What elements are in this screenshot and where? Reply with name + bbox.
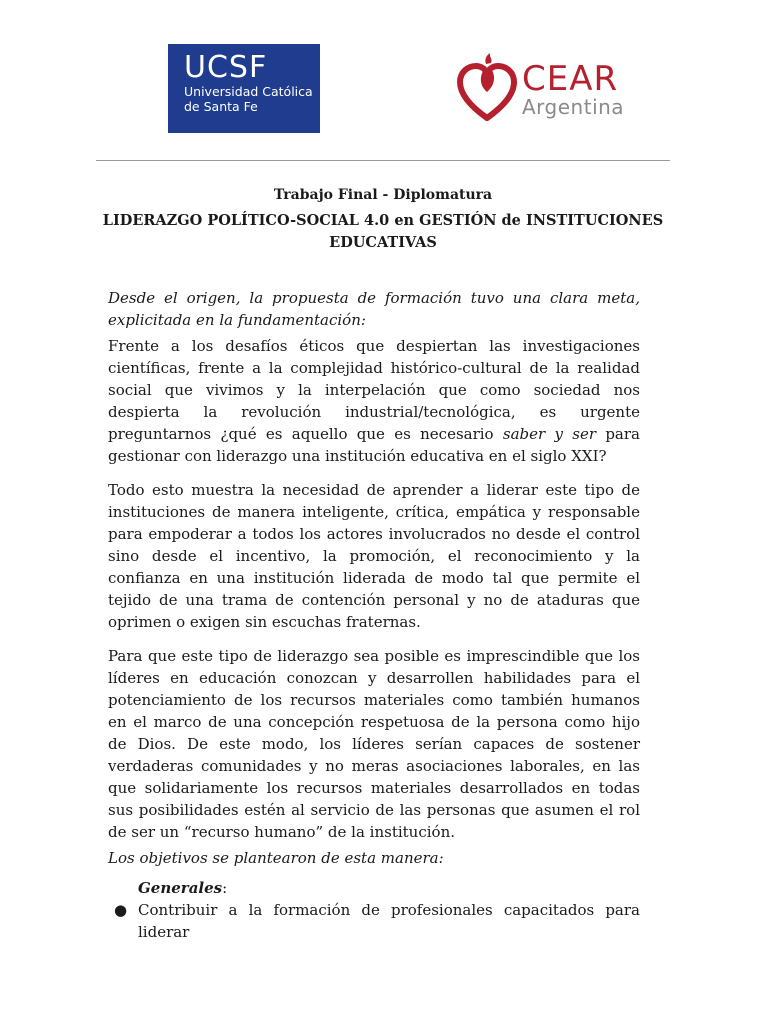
intro-paragraph: Desde el origen, la propuesta de formación tuvo una clara meta, explicitada en la fundamentación: (108, 289, 640, 329)
list-item (108, 899, 640, 943)
ucsf-logo-acronym: UCSF (184, 50, 268, 85)
paragraph-1-after: para gestionar con liderazgo una institución educativa en el siglo XXI? (108, 425, 640, 465)
bullet-icon: ● (114, 901, 128, 919)
paragraph-1 (108, 335, 640, 467)
document-body (108, 287, 640, 943)
ucsf-logo (168, 44, 320, 133)
objectives-intro: Los objetivos se plantearon de esta manera: (108, 849, 444, 867)
general-objectives-heading (108, 877, 640, 899)
general-objectives-list (108, 899, 640, 943)
header-divider (96, 160, 670, 161)
ucsf-logo-line1: Universidad Católica (184, 84, 313, 99)
cear-logo-name: CEAR (522, 59, 619, 99)
general-heading-colon: : (222, 879, 228, 897)
heart-flame-icon (456, 52, 518, 122)
list-item-text: Contribuir a la formación de profesionales capacitados para liderar (138, 901, 640, 941)
paragraph-2: Todo esto muestra la necesidad de aprender a liderar este tipo de instituciones de manera inteligente, crítica, empática y responsable para empoderar a todos los actores involucrados no desde el control sino desde el incentivo, la promoción, el reconocimiento y la confianza en una institución liderada de modo tal que permite el tejido de una trama de contención personal y no de ataduras que oprimen o exigen sin escuchas fraternas. (108, 481, 640, 631)
paragraph-1-emphasis: saber y ser (502, 425, 597, 443)
document-title: LIDERAZGO POLÍTICO-SOCIAL 4.0 en GESTIÓN de INSTITUCIONES EDUCATIVAS (102, 212, 664, 251)
paragraph-1-before: Frente a los desafíos éticos que despiertan las investigaciones científicas, frente a la complejidad histórico-cultural de la realidad social que vivimos y la interpelación que como sociedad nos despierta la revolución industrial/tecnológica, es urgente preguntarnos ¿qué es aquello que es necesario (108, 337, 640, 443)
cear-logo (456, 52, 646, 122)
paragraph-3: Para que este tipo de liderazgo sea posible es imprescindible que los líderes en educación conozcan y desarrollen habilidades para el potenciamiento de los recursos materiales como también humanos en el marco de una concepción respetuosa de la persona como hijo de Dios. De este modo, los líderes serían capaces de sostener verdaderas comunidades y no meras asociaciones laborales, en las que solidariamente los recursos materiales desarrollados en todas sus posibilidades estén al servicio de las personas que asumen el rol de ser un “recurso humano” de la institución. (108, 647, 640, 841)
ucsf-logo-line2: de Santa Fe (184, 99, 258, 114)
document-kicker: Trabajo Final - Diplomatura (273, 187, 493, 203)
general-heading-label: Generales (138, 879, 223, 897)
cear-logo-subtitle: Argentina (522, 95, 625, 119)
